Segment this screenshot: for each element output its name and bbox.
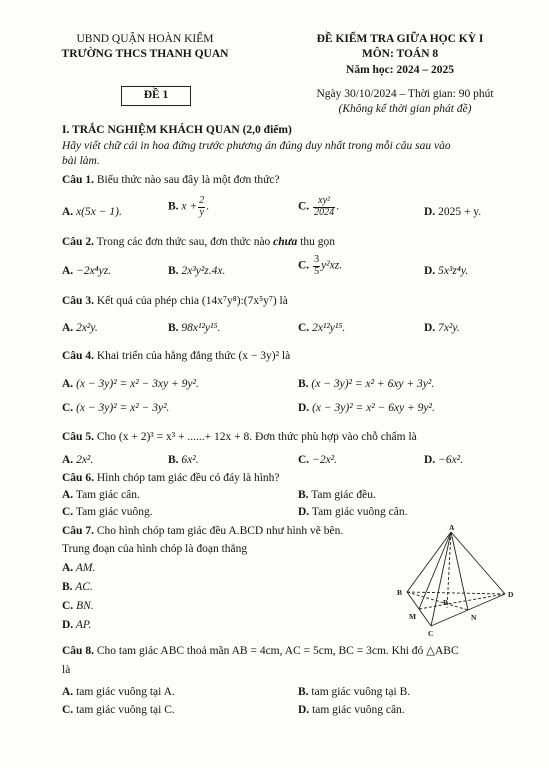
option-text: (x − 3y)² = x² − 3xy + 9y². — [76, 378, 199, 390]
question-label: Câu 3. — [62, 295, 94, 307]
point-label-n: N — [471, 613, 477, 622]
q1-option-b — [168, 196, 209, 218]
option-letter: D. — [424, 454, 436, 466]
option-text: BN. — [73, 600, 94, 612]
fraction-denominator: y — [199, 206, 204, 218]
vertex-label-c: C — [428, 629, 434, 638]
option-text: Tam giác đều. — [308, 489, 376, 501]
question-3 — [62, 295, 288, 309]
q5-option-d — [424, 454, 463, 468]
option-letter: C. — [298, 322, 310, 334]
option-fraction — [313, 196, 335, 218]
option-text: Tam giác cân. — [73, 489, 140, 501]
question-text: Cho hình chóp tam giác đều A.BCD như hình vẽ bên. — [93, 525, 344, 537]
option-letter: B. — [168, 454, 179, 466]
q6-option-d — [298, 506, 408, 520]
option-text: 2x². — [76, 454, 94, 466]
header-subject: MÔN: TOÁN 8 — [361, 48, 439, 60]
q5-option-b — [168, 454, 199, 468]
fraction-numerator: 3 — [314, 254, 320, 265]
option-letter: A. — [62, 562, 74, 574]
q5-option-c — [298, 454, 337, 468]
section-instruction-line1: Hãy viết chữ cái in hoa đứng trước phương án đúng duy nhất trong mỗi câu sau vào — [62, 140, 451, 152]
option-letter: B. — [62, 581, 73, 593]
option-letter: B. — [298, 378, 309, 390]
option-text: AC. — [72, 581, 93, 593]
option-fraction — [313, 255, 320, 277]
option-letter: C. — [298, 259, 310, 272]
q8-option-d — [298, 704, 405, 718]
point-label-m: M — [409, 612, 417, 621]
vertex-label-b: B — [397, 588, 403, 597]
option-letter: C. — [62, 600, 74, 612]
q7-option-a — [62, 562, 95, 576]
option-letter: A. — [62, 686, 74, 698]
option-text: tam giác vuông tại C. — [73, 704, 175, 716]
question-text: Cho (x + 2)³ = x³ + ......+ 12x + 8. Đơn thức phù hợp vào chỗ chấm là — [93, 431, 417, 443]
q7-option-b — [62, 581, 93, 595]
option-letter: A. — [62, 206, 74, 218]
q8-option-a — [62, 686, 175, 700]
fraction-denominator: 2024 — [314, 206, 335, 218]
q3-option-a — [62, 322, 98, 336]
q4-option-c — [62, 402, 169, 416]
question-text: Kết quả của phép chia (14x⁷y⁸):(7x⁵y⁷) là — [93, 295, 288, 307]
option-letter: B. — [168, 322, 179, 334]
section-title: I. TRẮC NGHIỆM KHÁCH QUAN (2,0 điểm) — [62, 124, 292, 136]
question-7 — [62, 525, 343, 539]
pyramid-figure — [385, 522, 525, 640]
point-label-p: P — [443, 598, 448, 607]
header-note: (Không kể thời gian phát đề) — [338, 103, 472, 115]
option-letter: C. — [62, 704, 74, 716]
question-text: Trong các đơn thức sau, đơn thức nào — [93, 236, 274, 248]
option-text: 2025 + y. — [438, 206, 482, 218]
option-letter: B. — [298, 686, 309, 698]
question-label: Câu 2. — [62, 236, 94, 248]
question-text-after: thu gọn — [297, 236, 336, 248]
question-4 — [62, 350, 290, 364]
option-text: −2x⁴yz. — [76, 265, 112, 277]
q3-option-d — [424, 322, 460, 336]
question-5 — [62, 431, 417, 445]
option-text-after: . — [206, 200, 210, 213]
q2-option-c — [298, 255, 342, 277]
option-letter: D. — [298, 402, 310, 414]
q2-option-a — [62, 265, 111, 279]
section-instruction-line2: bài làm. — [62, 155, 100, 167]
question-text: Biểu thức nào sau đây là một đơn thức? — [93, 174, 280, 186]
option-text: 6x². — [181, 454, 199, 466]
header-exam-title: ĐỀ KIỂM TRA GIỮA HỌC KỲ I — [316, 33, 484, 45]
question-6 — [62, 472, 280, 486]
q6-option-a — [62, 489, 140, 503]
option-text: −6x². — [438, 454, 463, 466]
question-7-line2: Trung đoạn của hình chóp là đoạn thẳng — [62, 543, 248, 555]
question-8 — [62, 645, 459, 659]
exam-code: ĐỀ 1 — [143, 89, 169, 101]
question-1 — [62, 174, 280, 188]
option-text: 98x¹²y¹⁵. — [181, 322, 221, 334]
option-letter: D. — [424, 206, 436, 218]
question-label: Câu 4. — [62, 350, 94, 362]
question-label: Câu 6. — [62, 472, 94, 484]
segment-dm — [419, 594, 505, 609]
question-2 — [62, 236, 335, 250]
option-letter: A. — [62, 265, 74, 277]
option-text: 2x³y²z.4x. — [181, 265, 226, 277]
option-text: (x − 3y)² = x² − 3y². — [76, 402, 170, 414]
segment-an — [451, 532, 468, 610]
option-text: tam giác vuông tại B. — [308, 686, 411, 698]
vertex-label-a: A — [449, 523, 455, 532]
option-text: 7x²y. — [438, 322, 460, 334]
option-letter: B. — [168, 200, 179, 213]
option-text: tam giác vuông tại A. — [73, 686, 175, 698]
option-letter: A. — [62, 378, 74, 390]
q8-option-c — [62, 704, 175, 718]
question-label: Câu 5. — [62, 431, 94, 443]
question-text: Cho tam giác ABC thoả mãn AB = 4cm, AC = 5cm, BC = 3cm. Khi đó △ABC — [93, 645, 459, 657]
question-label: Câu 7. — [62, 525, 94, 537]
header-district: UBND QUẬN HOÀN KIẾM — [76, 33, 214, 45]
vertex-label-d: D — [508, 590, 514, 599]
q6-option-c — [62, 506, 153, 520]
option-text: Tam giác vuông. — [73, 506, 153, 518]
option-letter: C. — [62, 506, 74, 518]
option-text: x(5x − 1). — [76, 206, 122, 218]
q2-option-b — [168, 265, 225, 279]
option-letter: D. — [298, 506, 310, 518]
q1-option-a — [62, 206, 122, 220]
question-text: Khai triển của hằng đẳng thức (x − 3y)² là — [93, 350, 291, 362]
option-letter: C. — [62, 402, 74, 414]
header-date-duration: Ngày 30/10/2024 – Thời gian: 90 phút — [316, 88, 494, 100]
option-text: x + — [181, 200, 198, 213]
q6-option-b — [298, 489, 376, 503]
q4-option-b — [298, 378, 434, 392]
option-text-after: . — [336, 200, 339, 213]
question-emphasis: chưa — [273, 236, 298, 248]
q7-option-d — [62, 619, 91, 633]
q2-option-d — [424, 265, 468, 279]
option-letter: D. — [424, 265, 436, 277]
edge-ad — [451, 532, 505, 594]
option-letter: A. — [62, 489, 74, 501]
question-text: Hình chóp tam giác đều có đáy là hình? — [93, 472, 280, 484]
q3-option-b — [168, 322, 220, 336]
question-label: Câu 1. — [62, 174, 94, 186]
fraction-denominator: 5 — [314, 265, 320, 277]
q5-option-a — [62, 454, 93, 468]
option-letter: D. — [62, 619, 74, 631]
option-text: AM. — [73, 562, 96, 574]
q1-option-c — [298, 196, 339, 218]
option-text: 2x²y. — [76, 322, 98, 334]
header-school-year: Năm học: 2024 – 2025 — [346, 64, 454, 76]
option-letter: A. — [62, 322, 74, 334]
option-text-after: y²xz. — [321, 259, 343, 272]
option-letter: B. — [168, 265, 179, 277]
option-letter: D. — [424, 322, 436, 334]
header-school: TRƯỜNG THCS THANH QUAN — [61, 48, 229, 60]
q1-option-d — [424, 206, 481, 220]
option-text: −2x². — [312, 454, 337, 466]
option-fraction — [198, 196, 205, 218]
fraction-numerator: 2 — [199, 195, 205, 206]
option-letter: C. — [298, 200, 310, 213]
q3-option-c — [298, 322, 345, 336]
edge-bd — [407, 592, 505, 594]
option-text: (x − 3y)² = x² + 6xy + 3y². — [311, 378, 435, 390]
option-letter: A. — [62, 454, 74, 466]
question-label: Câu 8. — [62, 645, 94, 657]
q7-option-c — [62, 600, 94, 614]
option-letter: D. — [298, 704, 310, 716]
q8-option-b — [298, 686, 410, 700]
option-text: Tam giác vuông cân. — [309, 506, 408, 518]
option-text: tam giác vuông cân. — [309, 704, 405, 716]
question-8-line2: là — [62, 664, 71, 676]
option-text: 2x¹²y¹⁵. — [312, 322, 346, 334]
q4-option-d — [298, 402, 435, 416]
option-letter: B. — [298, 489, 309, 501]
option-letter: C. — [298, 454, 310, 466]
option-text: 5x³z⁴y. — [438, 265, 469, 277]
option-text: AP. — [73, 619, 92, 631]
fraction-numerator: xy² — [313, 196, 335, 208]
q4-option-a — [62, 378, 199, 392]
option-text: (x − 3y)² = x² − 6xy + 9y². — [312, 402, 435, 414]
